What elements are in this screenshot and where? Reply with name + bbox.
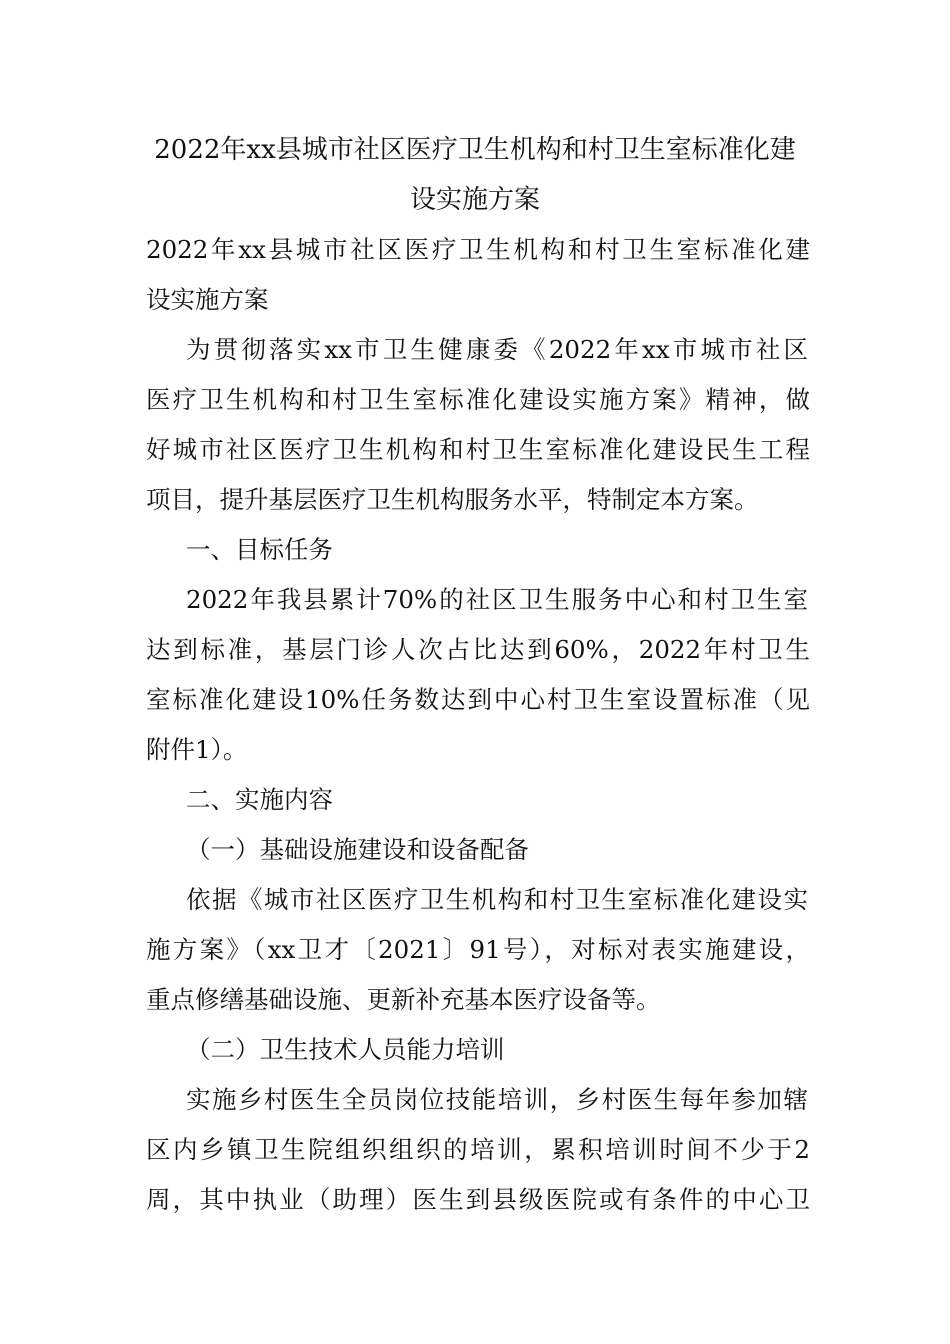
- body-line: 区内乡镇卫生院组织组织的培训，累积培训时间不少于2: [146, 1135, 810, 1164]
- heading-repeat-line-2: 设实施方案: [146, 285, 269, 314]
- body-line: 项目，提升基层医疗卫生机构服务水平，特制定本方案。: [146, 485, 759, 514]
- body-line: 依据《城市社区医疗卫生机构和村卫生室标准化建设实: [186, 885, 808, 914]
- document-title-line-2: 设实施方案: [409, 185, 540, 215]
- body-line: 重点修缮基础设施、更新补充基本医疗设备等。: [146, 985, 661, 1014]
- body-line: 周，其中执业（助理）医生到县级医院或有条件的中心卫: [146, 1185, 810, 1214]
- subsection-heading-infrastructure: （一）基础设施建设和设备配备: [186, 835, 529, 864]
- heading-repeat-line-1: 2022年xx县城市社区医疗卫生机构和村卫生室标准化建: [146, 235, 810, 264]
- body-line: 2022年我县累计70%的社区卫生服务中心和村卫生室: [186, 585, 808, 614]
- subsection-heading-training: （二）卫生技术人员能力培训: [186, 1035, 505, 1064]
- body-line: 达到标准，基层门诊人次占比达到60%，2022年村卫生: [146, 635, 810, 664]
- body-line: 为贯彻落实xx市卫生健康委《2022年xx市城市社区: [186, 335, 808, 364]
- body-line: 医疗卫生机构和村卫生室标准化建设实施方案》精神，做: [146, 385, 810, 414]
- body-line: 附件1）。: [146, 735, 248, 764]
- section-heading-goals: 一、目标任务: [186, 535, 333, 564]
- document-title-line-1: 2022年xx县城市社区医疗卫生机构和村卫生室标准化建: [154, 135, 796, 165]
- body-line: 室标准化建设10%任务数达到中心村卫生室设置标准（见: [146, 685, 810, 714]
- body-line: 实施乡村医生全员岗位技能培训，乡村医生每年参加辖: [186, 1085, 808, 1114]
- body-line: 好城市社区医疗卫生机构和村卫生室标准化建设民生工程: [146, 435, 810, 464]
- body-line: 施方案》（xx卫才〔2021〕91号），对标对表实施建设，: [146, 935, 810, 964]
- section-heading-content: 二、实施内容: [186, 785, 333, 814]
